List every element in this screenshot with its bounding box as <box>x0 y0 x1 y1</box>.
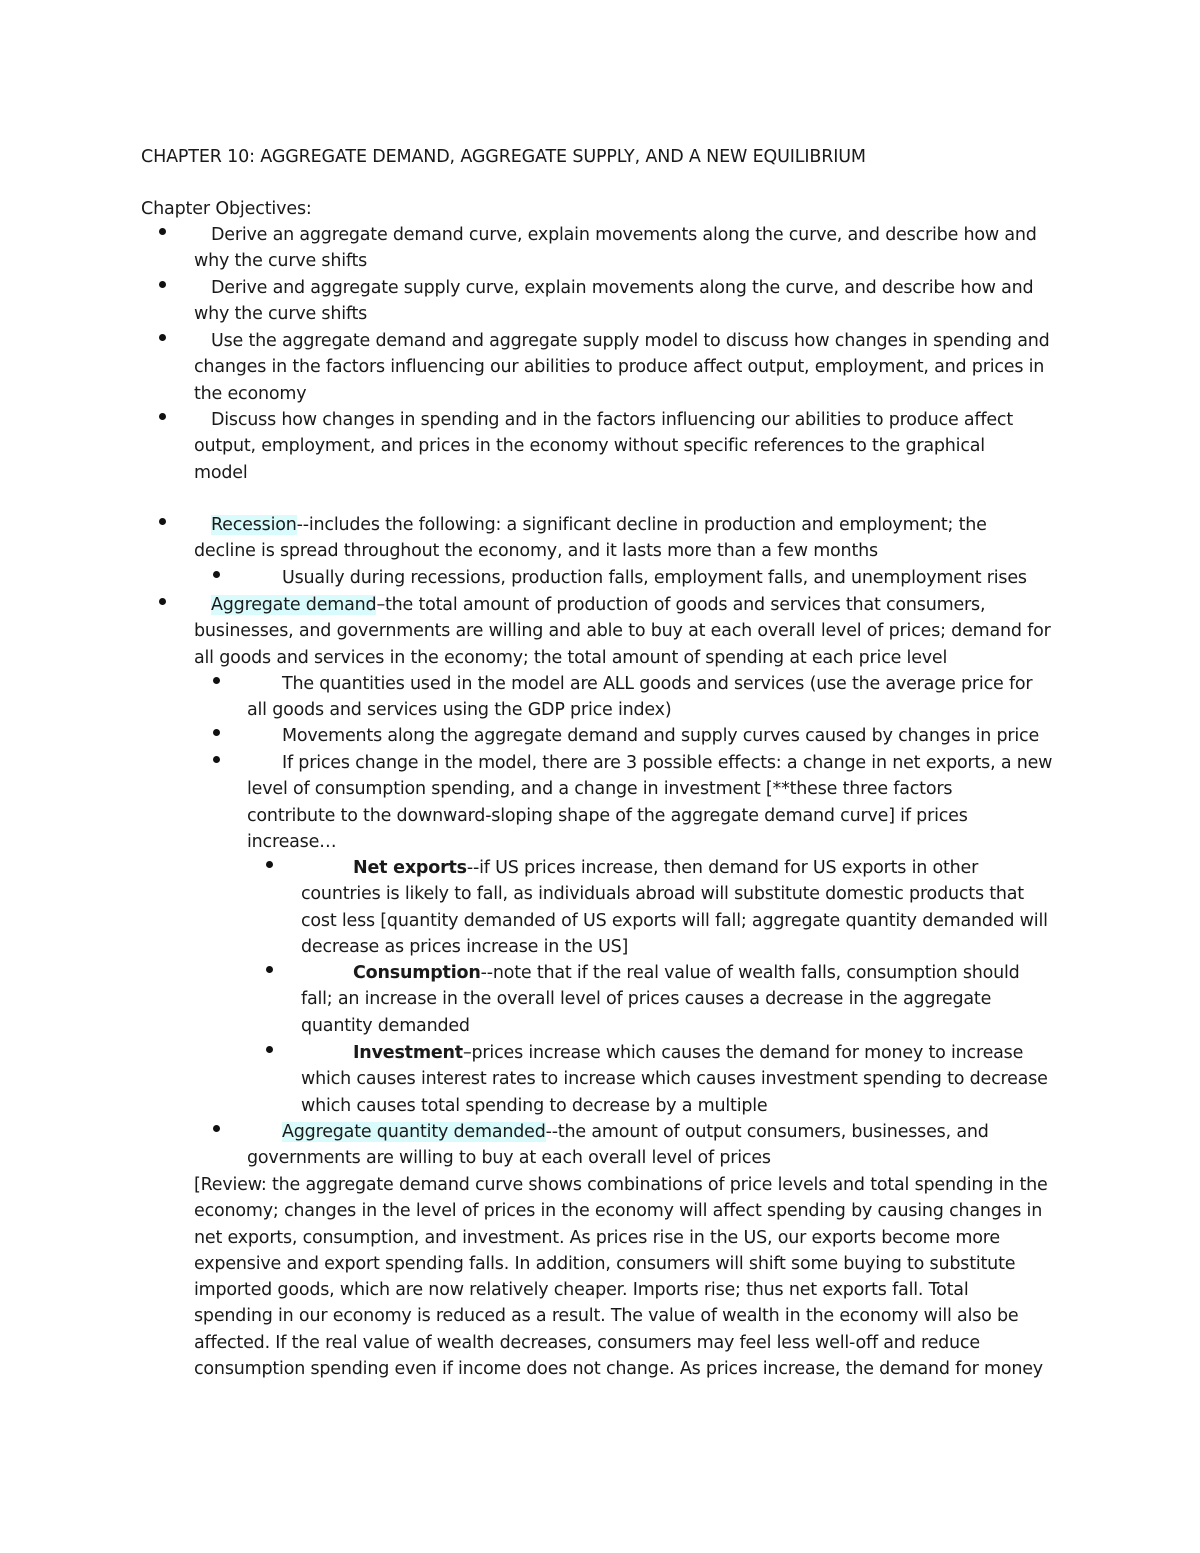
ad-subitem: Movements along the aggregate demand and supply curves caused by changes in price <box>282 726 1040 746</box>
bullet-icon <box>159 228 166 235</box>
ad-subitem: The quantities used in the model are ALL goods and services (use the average price for all goods and services using the GDP price index) <box>247 674 1033 721</box>
ad-subitem: If prices change in the model, there are 3 possible effects: a change in net exports, a new level of consumption spending, and a change in investment [**these three factors contribute to the downward-sloping shape of the aggregate demand curve] if prices increase… <box>247 753 1053 852</box>
bullet-icon <box>159 413 166 420</box>
aggregate-demand-term: Aggregate demand <box>211 595 377 615</box>
bullet-icon <box>266 966 273 973</box>
bullet-icon <box>213 571 220 578</box>
bullet-icon <box>213 756 220 763</box>
bullet-icon <box>213 729 220 736</box>
bullet-icon <box>213 677 220 684</box>
chapter-title: CHAPTER 10: AGGREGATE DEMAND, AGGREGATE SUPPLY, AND A NEW EQUILIBRIUM <box>141 147 866 167</box>
effect-term: Consumption <box>353 963 481 983</box>
bullet-icon <box>213 1125 220 1132</box>
review-paragraph: [Review: the aggregate demand curve shows combinations of price levels and total spending in the economy; changes in the level of prices in the economy will affect spending by causing changes in net exports, consumption, and investment. As prices rise in the US, our exports become more expensive and export spending falls. In addition, consumers will shift some buying to substitute imported goods, which are now relatively cheaper. Imports rise; thus net exports fall. Total spending in our economy is reduced as a result. The value of wealth in the economy will also be affected. If the real value of wealth decreases, consumers may feel less well-off and reduce consumption spending even if income does not change. As prices increase, the demand for money <box>194 1175 1048 1380</box>
aggregate-demand-item: Aggregate demand–the total amount of production of goods and services that consumers, businesses, and governments are willing and able to buy at each overall level of prices; demand for all goods and services in the economy; the total amount of spending at each price level <box>194 595 1051 668</box>
objective-item: Derive an aggregate demand curve, explain movements along the curve, and describe how and why the curve shifts <box>194 225 1037 272</box>
bullet-icon <box>159 281 166 288</box>
effect-item: Consumption--note that if the real value of wealth falls, consumption should fall; an increase in the overall level of prices causes a decrease in the aggregate quantity demanded <box>301 963 1020 1036</box>
objective-item: Use the aggregate demand and aggregate supply model to discuss how changes in spending and changes in the factors influencing our abilities to produce affect output, employment, and prices in the economy <box>194 331 1050 404</box>
bullet-icon <box>159 598 166 605</box>
objectives-heading: Chapter Objectives: <box>141 199 312 219</box>
bullet-icon <box>159 518 166 525</box>
effect-term: Net exports <box>353 858 467 878</box>
recession-term: Recession <box>211 515 297 535</box>
recession-item: Recession--includes the following: a significant decline in production and employment; the decline is spread throughout the economy, and it lasts more than a few months <box>194 515 987 562</box>
effect-item: Investment–prices increase which causes the demand for money to increase which causes interest rates to increase which causes investment spending to decrease which causes total spending to decrease by a multiple <box>301 1043 1048 1116</box>
recession-subitem: Usually during recessions, production falls, employment falls, and unemployment rises <box>282 568 1027 588</box>
bullet-icon <box>266 861 273 868</box>
effect-term: Investment <box>353 1043 463 1063</box>
bullet-icon <box>266 1046 273 1053</box>
objective-item: Derive and aggregate supply curve, explain movements along the curve, and describe how and why the curve shifts <box>194 278 1034 325</box>
effect-item: Net exports--if US prices increase, then demand for US exports in other countries is likely to fall, as individuals abroad will substitute domestic products that cost less [quantity demanded of US exports will fall; aggregate quantity demanded will decrease as prices increase in the US] <box>301 858 1048 957</box>
aqd-item: Aggregate quantity demanded--the amount of output consumers, businesses, and governments are willing to buy at each overall level of prices <box>247 1122 989 1169</box>
objective-item: Discuss how changes in spending and in the factors influencing our abilities to produce affect output, employment, and prices in the economy without specific references to the graphical model <box>194 410 1014 483</box>
bullet-icon <box>159 334 166 341</box>
aqd-term: Aggregate quantity demanded <box>282 1122 546 1142</box>
